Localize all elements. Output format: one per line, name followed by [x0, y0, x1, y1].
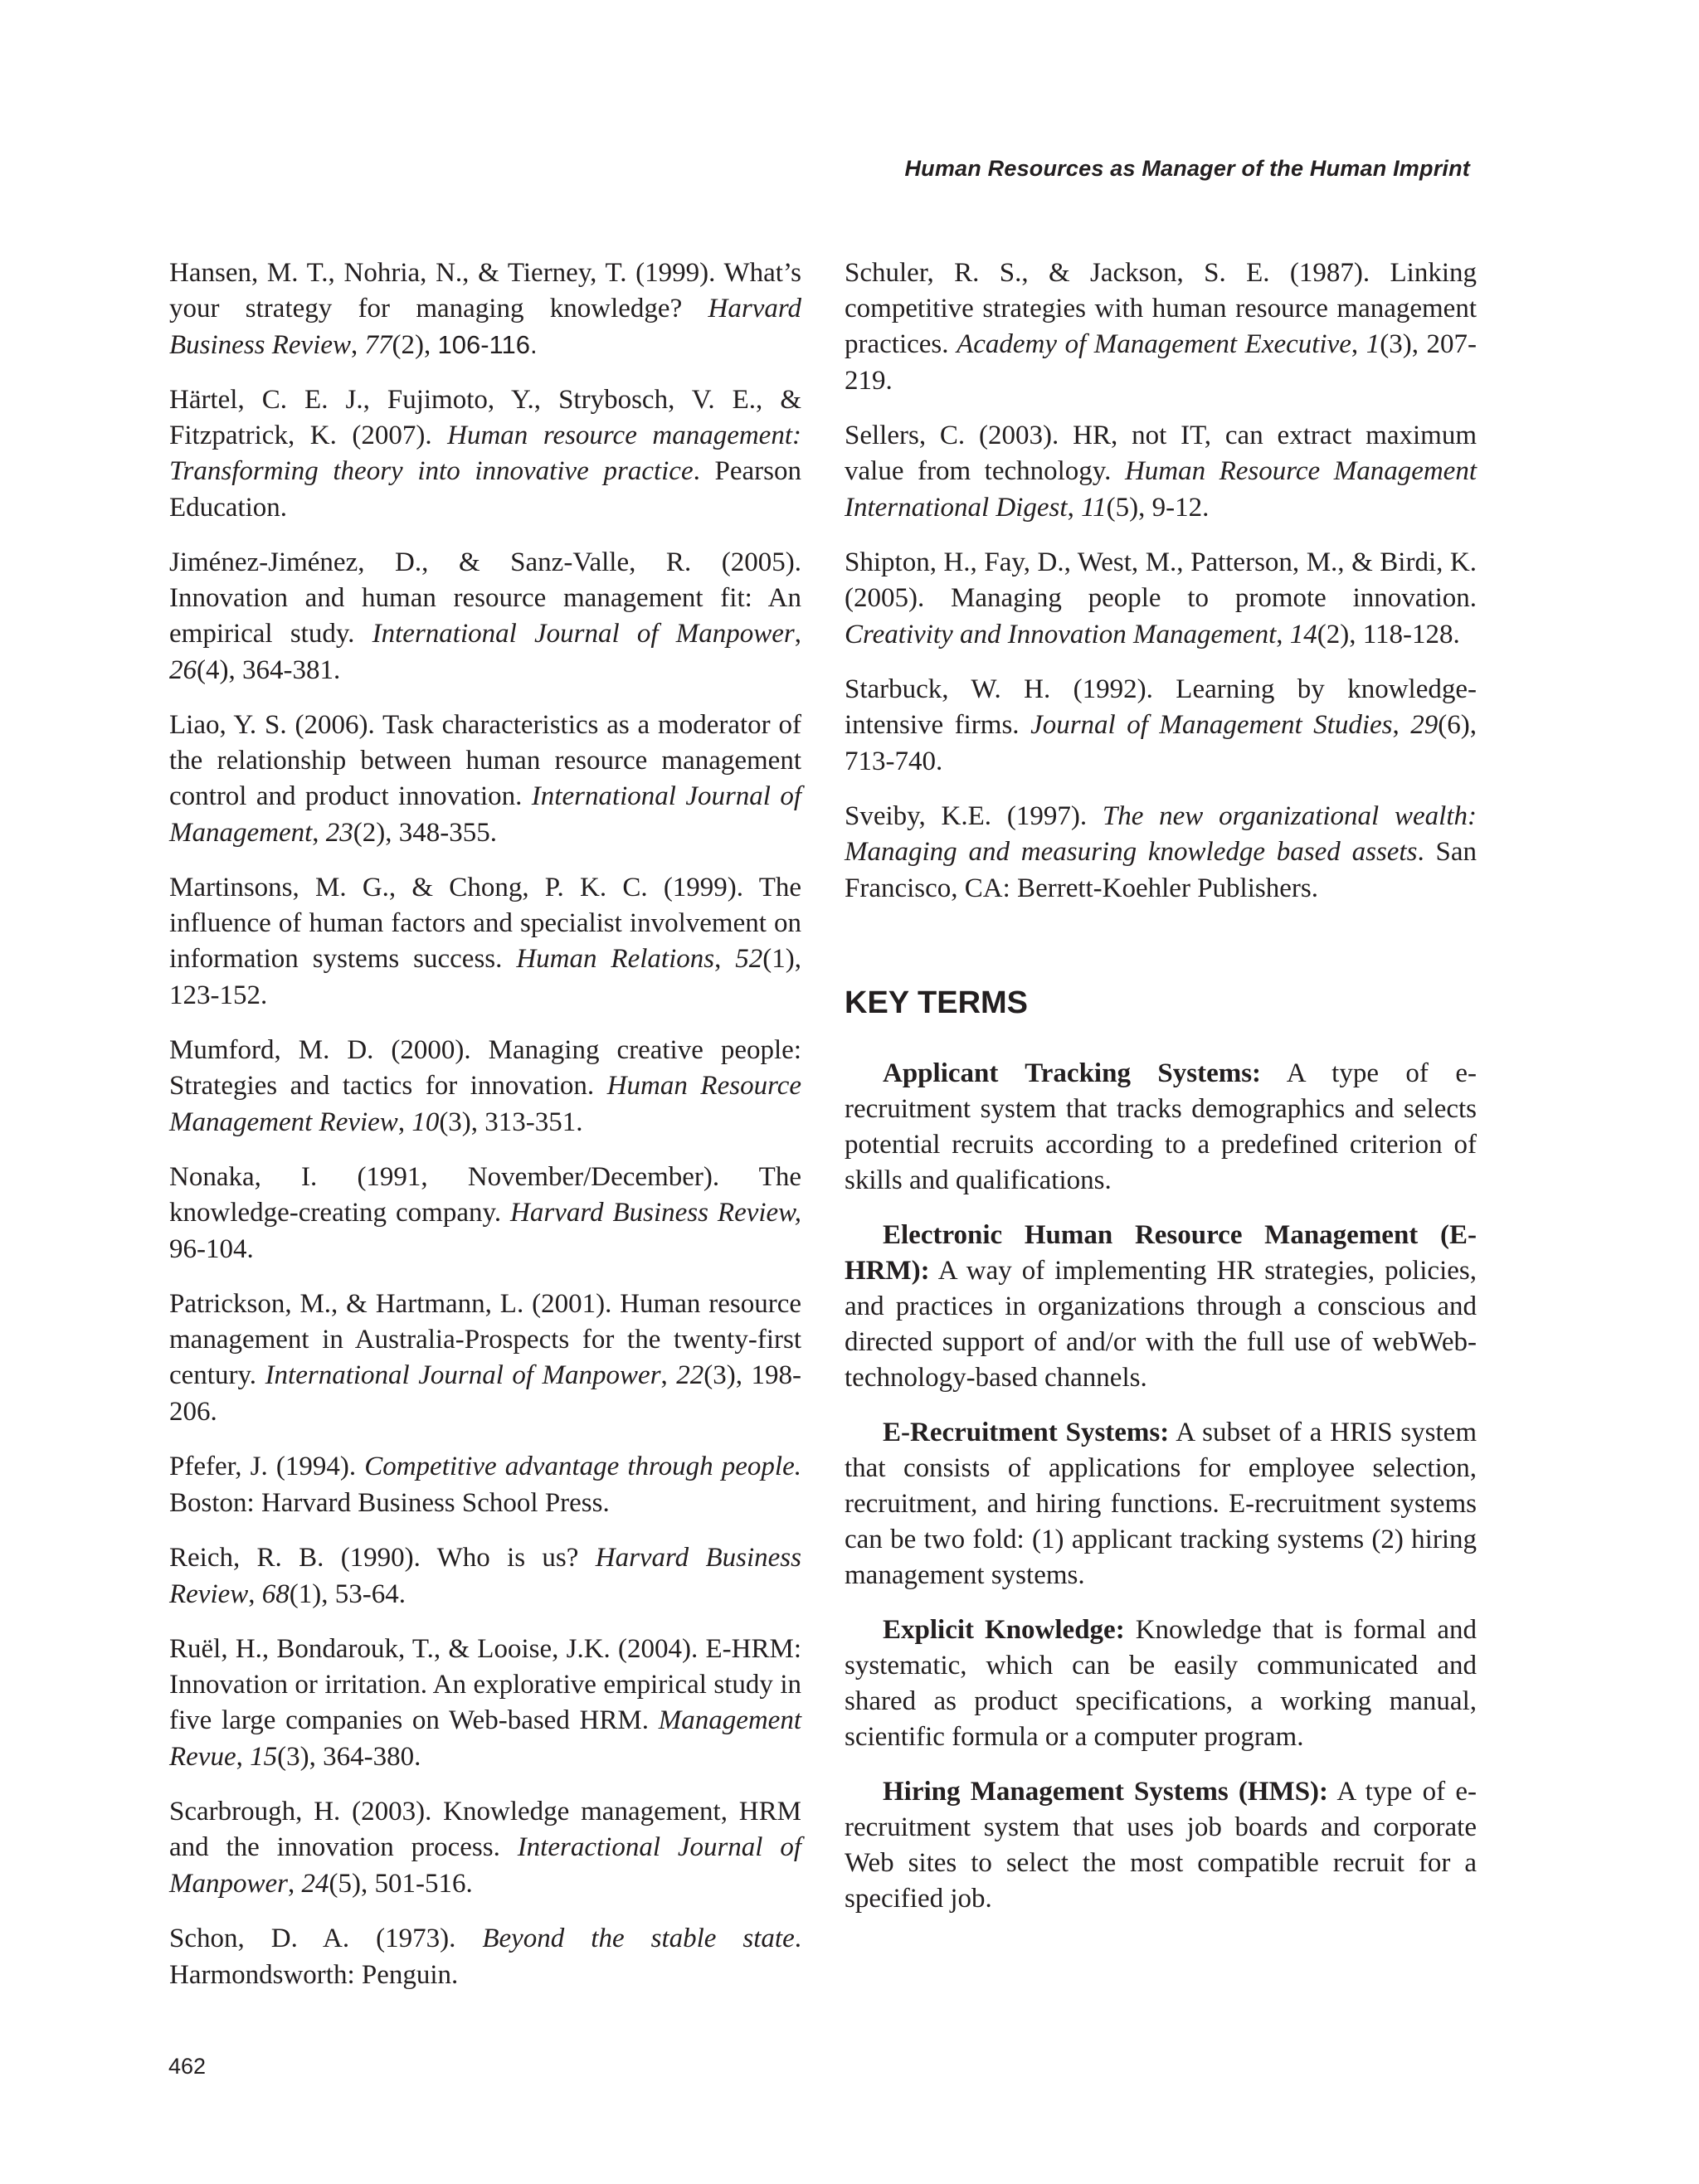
reference-entry [169, 1794, 801, 1902]
key-term-name: Electronic Human Resource Management (E-HRM): [845, 1220, 1477, 1286]
reference-authors-text: Martinsons, M. G., & Chong, P. K. C. (1999). The influence of human factors and specialist involvement on information systems success. [169, 873, 801, 974]
reference-issue-pages: (3), 364-380. [277, 1742, 421, 1772]
reference-entry [169, 1287, 801, 1430]
reference-source-title: Beyond the stable state [482, 1924, 795, 1953]
key-term-entry [845, 1774, 1477, 1917]
reference-entry [169, 1033, 801, 1141]
reference-entry [845, 545, 1477, 653]
key-term-entry [845, 1218, 1477, 1396]
key-term-definition: A type of e-recruitment system that tracks demographics and selects potential recruits according to a predefined criterion of skills and qualifications. [845, 1058, 1477, 1195]
reference-source-title: Competitive advantage through people. [364, 1452, 801, 1481]
running-head: Human Resources as Manager of the Human Imprint [904, 156, 1470, 181]
reference-volume: 29 [1410, 710, 1439, 740]
key-term-name: E-Recruitment Systems: [883, 1418, 1170, 1447]
reference-volume: 68 [261, 1579, 290, 1609]
reference-text: , [312, 818, 326, 848]
right-column [845, 255, 1477, 1936]
reference-text: , [794, 619, 801, 649]
reference-source-title: Interactional Journal of Manpower [169, 1832, 801, 1899]
reference-volume: 23 [325, 818, 353, 848]
reference-source-title: Harvard Business Review [169, 294, 801, 360]
key-term-entry [845, 1612, 1477, 1755]
key-term-definition: A type of e-recruitment system that uses job boards and corporate Web sites to select the most compatible recruit for a specified job. [845, 1777, 1477, 1914]
reference-issue-pages: (2), [392, 330, 438, 360]
reference-authors-text: Hansen, M. T., Nohria, N., & Tierney, T. (1999). What’s your strategy for managing knowledge? [169, 258, 801, 323]
reference-source-title: Human resource management: Transforming theory into innovative practice [169, 421, 801, 486]
reference-text: , [714, 944, 736, 974]
reference-entry [169, 382, 801, 526]
reference-authors-text: Pfefer, J. (1994). [169, 1452, 365, 1481]
reference-entry [169, 1632, 801, 1775]
reference-authors-text: Shipton, H., Fay, D., West, M., Patterson, M., & Birdi, K. (2005). Managing people to promote innovation. [845, 547, 1477, 613]
reference-entry [845, 418, 1477, 526]
reference-authors-text: Sellers, C. (2003). HR, not IT, can extract maximum value from technology. [845, 421, 1477, 486]
key-term-definition: Knowledge that is formal and systematic, which can be easily communicated and shared as product specifications, a working manual, scientific formula or a computer program. [845, 1615, 1477, 1752]
reference-authors-text: Jiménez-Jiménez, D., & Sanz-Valle, R. (2005). Innovation and human resource management fit: An empirical study. [169, 547, 801, 649]
reference-source-title: International Journal of Management [169, 781, 802, 848]
reference-text: , [248, 1579, 262, 1609]
reference-issue-pages: (2), 118-128. [1317, 620, 1460, 649]
reference-issue-pages: (2), 348-355. [353, 818, 498, 848]
reference-source-title: Creativity and Innovation Management [845, 620, 1277, 649]
reference-text: , [397, 1107, 412, 1137]
reference-text: , [1067, 493, 1082, 523]
reference-source-title: Harvard Business Review, [510, 1198, 801, 1228]
reference-entry [169, 1449, 801, 1521]
reference-volume: 10 [411, 1107, 440, 1137]
key-term-definition: A way of implementing HR strategies, policies, and practices in organizations through a conscious and directed support of and/or with the full use of webWeb-technology-based channels. [845, 1256, 1477, 1393]
key-term-name: Applicant Tracking Systems: [883, 1058, 1262, 1088]
reference-authors-text: Ruël, H., Bondarouk, T., & Looise, J.K. (2004). E-HRM: Innovation or irritation. An explorative empirical study in five large companies on Web-based HRM. [169, 1634, 801, 1735]
reference-text: , [236, 1742, 251, 1772]
reference-issue-pages: (1), 123-152. [169, 944, 801, 1010]
reference-volume: 24 [301, 1869, 329, 1899]
reference-volume: 22 [676, 1360, 704, 1390]
reference-entry [169, 1160, 801, 1267]
reference-text: , [1392, 710, 1411, 740]
reference-entry [845, 799, 1477, 907]
reference-entry [169, 1540, 801, 1612]
reference-volume: 77 [364, 330, 392, 360]
reference-entry [169, 870, 801, 1014]
reference-text: . Harmondsworth: Penguin. [169, 1924, 801, 1990]
reference-volume: 11 [1081, 493, 1107, 523]
reference-text: Boston: Harvard Business School Press. [169, 1488, 610, 1518]
reference-source-title: Journal of Management Studies [1030, 710, 1393, 740]
reference-entry [169, 255, 801, 363]
references-left-column [169, 255, 801, 2012]
reference-text: , [1276, 620, 1290, 649]
reference-issue-pages: (3), 313-351. [439, 1107, 583, 1137]
reference-authors-text: Liao, Y. S. (2006). Task characteristics as a moderator of the relationship between human resource management control and product innovation. [169, 710, 801, 811]
reference-source-title: The new organizational wealth: Managing and measuring knowledge based assets [845, 801, 1477, 867]
reference-entry [169, 708, 801, 851]
reference-volume: 26 [169, 655, 197, 685]
reference-volume: 14 [1289, 620, 1317, 649]
key-terms-heading: KEY TERMS [845, 985, 1029, 1020]
reference-issue-pages: (5), 9-12. [1106, 493, 1210, 523]
reference-text: . Pearson Education. [169, 456, 802, 523]
reference-source-title: Management Revue [169, 1705, 801, 1772]
reference-issue-pages: (3), 207-219. [845, 329, 1477, 396]
reference-source-title: International Journal of Manpower [265, 1360, 661, 1390]
reference-authors-text: Mumford, M. D. (2000). Managing creative people: Strategies and tactics for innovation. [169, 1035, 801, 1101]
reference-issue-pages: (6), 713-740. [845, 710, 1477, 776]
reference-text: 96-104. [169, 1234, 254, 1264]
key-term-entry [845, 1415, 1477, 1593]
reference-authors-text: Reich, R. B. (1990). Who is us? [169, 1543, 596, 1573]
reference-issue-pages: (3), 198-206. [169, 1360, 801, 1427]
reference-entry [845, 672, 1477, 780]
reference-authors-text: Schuler, R. S., & Jackson, S. E. (1987). Linking competitive strategies with human resource management practices. [845, 258, 1477, 359]
key-terms-list [845, 1056, 1477, 1917]
key-term-entry [845, 1056, 1477, 1199]
key-term-name: Explicit Knowledge: [883, 1615, 1125, 1645]
reference-volume: 1 [1366, 329, 1380, 359]
references-right-column [845, 255, 1477, 907]
reference-entry [169, 1921, 801, 1993]
reference-source-title: Human Resource Management Review [169, 1071, 801, 1137]
reference-text: , [660, 1360, 677, 1390]
reference-authors-text: Schon, D. A. (1973). [169, 1924, 483, 1953]
reference-text: , [1351, 329, 1366, 359]
reference-issue-pages: (4), 364-381. [197, 655, 341, 685]
key-term-definition: A subset of a HRIS system that consists of applications for employee selection, recruitment, and hiring functions. E-recruitment systems can be two fold: (1) applicant tracking systems (2) hiring management systems. [845, 1418, 1477, 1590]
reference-authors-text: Starbuck, W. H. (1992). Learning by knowledge-intensive firms. [845, 674, 1477, 740]
reference-text: . San Francisco, CA: Berrett-Koehler Publishers. [845, 837, 1477, 903]
reference-source-title: Academy of Management Executive [957, 329, 1351, 359]
reference-source-title: Human Resource Management International Digest [845, 456, 1477, 523]
reference-text: , [288, 1869, 302, 1899]
reference-entry [845, 255, 1477, 399]
reference-pages: 106-116. [437, 330, 538, 359]
reference-source-title: International Journal of Manpower [372, 619, 795, 649]
reference-source-title: Harvard Business Review [169, 1543, 801, 1609]
reference-entry [169, 545, 801, 688]
reference-issue-pages: (5), 501-516. [329, 1869, 473, 1899]
reference-authors-text: Nonaka, I. (1991, November/December). The knowledge-creating company. [169, 1162, 801, 1228]
reference-volume: 52 [735, 944, 763, 974]
reference-volume: 15 [250, 1742, 278, 1772]
reference-authors-text: Sveiby, K.E. (1997). [845, 801, 1103, 831]
reference-source-title: Human Relations [516, 944, 715, 974]
page-number: 462 [168, 2054, 207, 2079]
reference-authors-text: Patrickson, M., & Hartmann, L. (2001). Human resource management in Australia-Prospects for the twenty-first century. [169, 1289, 801, 1390]
reference-authors-text: Härtel, C. E. J., Fujimoto, Y., Strybosch, V. E., & Fitzpatrick, K. (2007). [169, 385, 801, 450]
reference-text: , [351, 330, 365, 360]
key-term-name: Hiring Management Systems (HMS): [883, 1777, 1329, 1807]
reference-issue-pages: (1), 53-64. [289, 1579, 406, 1609]
reference-authors-text: Scarbrough, H. (2003). Knowledge management, HRM and the innovation process. [169, 1797, 801, 1862]
